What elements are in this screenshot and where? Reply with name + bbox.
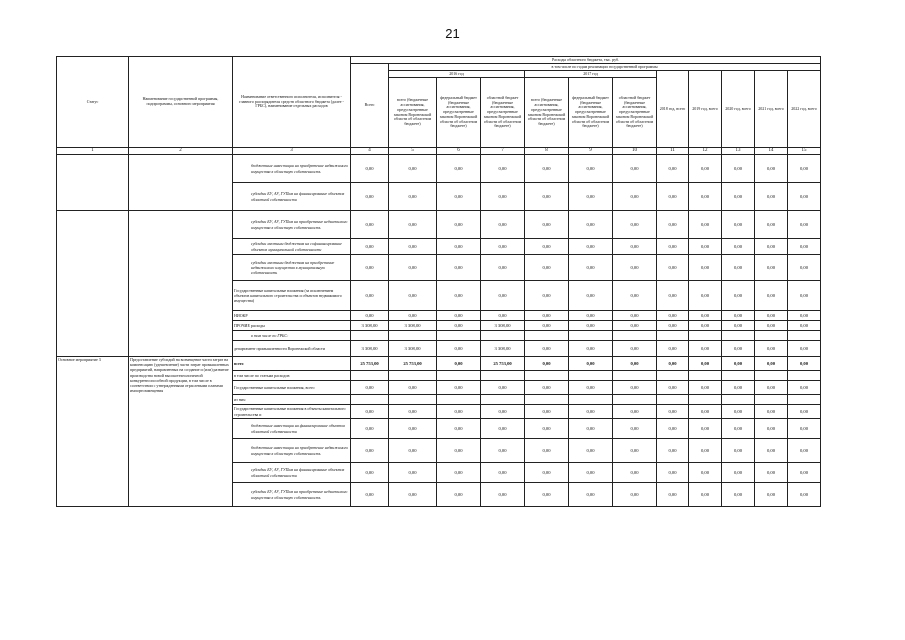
value-cell: 0,00 xyxy=(613,239,657,255)
value-cell: 0,00 xyxy=(569,439,613,463)
value-cell xyxy=(481,395,525,405)
value-cell xyxy=(389,371,437,381)
col-num: 12 xyxy=(689,148,722,155)
value-cell: 0,00 xyxy=(722,463,755,483)
value-cell: 0,00 xyxy=(525,281,569,311)
value-cell: 0,00 xyxy=(722,357,755,371)
header-2019: 2019 год, всего xyxy=(689,71,722,148)
expense-label-cell: субсидии БУ, АУ, ГУПам на приобретение недвижимого имущества в областную собственность xyxy=(233,211,351,239)
value-cell xyxy=(788,371,821,381)
expense-label-cell: ПРОЧИЕ расходы xyxy=(233,321,351,331)
value-cell: 0,00 xyxy=(722,255,755,281)
value-cell: 0,00 xyxy=(569,255,613,281)
value-cell: 0,00 xyxy=(689,321,722,331)
value-cell: 0,00 xyxy=(788,239,821,255)
value-cell: 0,00 xyxy=(755,239,788,255)
value-cell: 0,00 xyxy=(788,183,821,211)
value-cell: 0,00 xyxy=(755,183,788,211)
value-cell: 0,00 xyxy=(569,341,613,357)
value-cell: 0,00 xyxy=(755,155,788,183)
col-num: 2 xyxy=(129,148,233,155)
value-cell: 0,00 xyxy=(525,463,569,483)
col-num: 11 xyxy=(657,148,689,155)
value-cell: 0,00 xyxy=(788,281,821,311)
value-cell: 0,00 xyxy=(525,357,569,371)
value-cell: 0,00 xyxy=(722,419,755,439)
col-num: 3 xyxy=(233,148,351,155)
value-cell xyxy=(788,331,821,341)
header-2022: 2022 год, всего xyxy=(788,71,821,148)
value-cell: 0,00 xyxy=(569,321,613,331)
value-cell: 0,00 xyxy=(657,357,689,371)
value-cell: 3 308,00 xyxy=(481,321,525,331)
value-cell xyxy=(657,331,689,341)
value-cell: 0,00 xyxy=(657,405,689,419)
value-cell: 0,00 xyxy=(755,419,788,439)
value-cell xyxy=(437,371,481,381)
value-cell: 0,00 xyxy=(437,483,481,507)
value-cell: 0,00 xyxy=(525,239,569,255)
value-cell: 0,00 xyxy=(437,255,481,281)
value-cell xyxy=(722,371,755,381)
header-2021: 2021 год, всего xyxy=(755,71,788,148)
value-cell: 0,00 xyxy=(788,211,821,239)
value-cell: 0,00 xyxy=(722,183,755,211)
header-2017-e: федеральный бюджет (бюджетные ассигнования, предусмотренные законом Воронежской области об областном бюджете) xyxy=(569,78,613,148)
value-cell: 0,00 xyxy=(389,463,437,483)
value-cell: 0,00 xyxy=(525,483,569,507)
header-2018: 2018 год, всего xyxy=(657,71,689,148)
value-cell: 0,00 xyxy=(351,239,389,255)
value-cell: 0,00 xyxy=(389,483,437,507)
value-cell: 0,00 xyxy=(755,281,788,311)
value-cell xyxy=(689,395,722,405)
value-cell: 0,00 xyxy=(689,255,722,281)
value-cell: 3 308,00 xyxy=(351,321,389,331)
value-cell xyxy=(351,331,389,341)
value-cell: 0,00 xyxy=(351,439,389,463)
header-by-years: в том числе по годам реализации государственной программы xyxy=(389,64,821,71)
value-cell xyxy=(755,331,788,341)
value-cell xyxy=(351,371,389,381)
value-cell: 0,00 xyxy=(525,211,569,239)
col-num: 8 xyxy=(525,148,569,155)
value-cell: 0,00 xyxy=(437,211,481,239)
value-cell xyxy=(437,331,481,341)
value-cell: 0,00 xyxy=(525,341,569,357)
value-cell xyxy=(657,395,689,405)
value-cell xyxy=(525,371,569,381)
value-cell: 0,00 xyxy=(689,419,722,439)
value-cell: 0,00 xyxy=(389,155,437,183)
value-cell: 0,00 xyxy=(389,381,437,395)
value-cell: 0,00 xyxy=(689,341,722,357)
status-cell xyxy=(57,211,129,357)
value-cell: 0,00 xyxy=(657,155,689,183)
header-program-name: Наименование государственной программы, подпрограммы, основного мероприятия xyxy=(129,57,233,148)
expense-label-cell: бюджетные инвестиции на приобретение недвижимого имущества в областную собственность xyxy=(233,439,351,463)
col-num: 14 xyxy=(755,148,788,155)
value-cell: 0,00 xyxy=(351,155,389,183)
header-2020: 2020 год, всего xyxy=(722,71,755,148)
column-number-row xyxy=(57,148,821,155)
value-cell: 0,00 xyxy=(437,463,481,483)
value-cell: 0,00 xyxy=(788,321,821,331)
value-cell: 0,00 xyxy=(389,439,437,463)
value-cell: 0,00 xyxy=(351,311,389,321)
value-cell: 0,00 xyxy=(722,439,755,463)
value-cell: 0,00 xyxy=(755,483,788,507)
col-num: 1 xyxy=(57,148,129,155)
col-num: 6 xyxy=(437,148,481,155)
value-cell: 0,00 xyxy=(481,211,525,239)
value-cell: 0,00 xyxy=(657,239,689,255)
expense-label-cell: в том числе по ГРБС: xyxy=(233,331,351,341)
value-cell: 3 308,00 xyxy=(351,341,389,357)
value-cell: 0,00 xyxy=(437,405,481,419)
table-row xyxy=(57,211,821,239)
value-cell: 0,00 xyxy=(722,321,755,331)
value-cell: 0,00 xyxy=(437,183,481,211)
value-cell xyxy=(525,395,569,405)
value-cell xyxy=(481,331,525,341)
program-name-cell xyxy=(129,211,233,357)
value-cell: 0,00 xyxy=(613,483,657,507)
value-cell: 0,00 xyxy=(351,463,389,483)
expense-label-cell: департамент промышленности Воронежской области xyxy=(233,341,351,357)
value-cell: 0,00 xyxy=(525,311,569,321)
header-2017-d: всего (бюджетные ассигнования, предусмотренные законом Воронежской области об областном бюджете) xyxy=(525,78,569,148)
value-cell: 0,00 xyxy=(437,341,481,357)
value-cell: 0,00 xyxy=(481,483,525,507)
value-cell: 0,00 xyxy=(437,381,481,395)
value-cell: 0,00 xyxy=(788,483,821,507)
value-cell xyxy=(722,395,755,405)
value-cell: 0,00 xyxy=(689,183,722,211)
value-cell: 25 753,00 xyxy=(389,357,437,371)
value-cell: 0,00 xyxy=(788,463,821,483)
value-cell xyxy=(613,331,657,341)
value-cell: 0,00 xyxy=(569,155,613,183)
col-num: 7 xyxy=(481,148,525,155)
value-cell: 0,00 xyxy=(437,419,481,439)
value-cell: 0,00 xyxy=(689,439,722,463)
value-cell: 0,00 xyxy=(437,311,481,321)
value-cell xyxy=(722,331,755,341)
value-cell xyxy=(569,331,613,341)
value-cell: 0,00 xyxy=(689,357,722,371)
value-cell: 0,00 xyxy=(788,357,821,371)
expense-label-cell: Государственные капитальные вложения (за исключением объектов капитального строительства и объектов недвижимого имущества) xyxy=(233,281,351,311)
col-num: 4 xyxy=(351,148,389,155)
value-cell: 0,00 xyxy=(755,357,788,371)
value-cell: 0,00 xyxy=(389,255,437,281)
value-cell: 0,00 xyxy=(525,321,569,331)
value-cell: 0,00 xyxy=(788,419,821,439)
value-cell: 0,00 xyxy=(657,419,689,439)
value-cell: 0,00 xyxy=(657,255,689,281)
value-cell: 0,00 xyxy=(481,183,525,211)
value-cell: 0,00 xyxy=(569,311,613,321)
value-cell: 0,00 xyxy=(389,239,437,255)
header-2016-a: всего (бюджетные ассигнования, предусмотренные законом Воронежской области об областном бюджете) xyxy=(389,78,437,148)
value-cell: 0,00 xyxy=(689,281,722,311)
expense-label-cell: субсидии БУ, АУ, ГУПам на финансирование объектов областной собственности xyxy=(233,183,351,211)
expense-label-cell: НИОКР xyxy=(233,311,351,321)
value-cell: 0,00 xyxy=(481,155,525,183)
value-cell: 0,00 xyxy=(351,183,389,211)
value-cell: 0,00 xyxy=(613,281,657,311)
value-cell: 0,00 xyxy=(613,439,657,463)
expense-label-cell: субсидии местным бюджетам на приобретение недвижимого имущества в муниципальную собственность xyxy=(233,255,351,281)
col-num: 13 xyxy=(722,148,755,155)
header-2016: 2016 год xyxy=(389,71,525,78)
value-cell: 0,00 xyxy=(613,321,657,331)
value-cell: 0,00 xyxy=(525,381,569,395)
value-cell: 0,00 xyxy=(351,211,389,239)
value-cell: 0,00 xyxy=(389,281,437,311)
col-num: 9 xyxy=(569,148,613,155)
value-cell: 0,00 xyxy=(569,281,613,311)
value-cell: 3 308,00 xyxy=(389,321,437,331)
budget-table xyxy=(56,56,821,507)
value-cell: 0,00 xyxy=(689,155,722,183)
table-row xyxy=(57,155,821,183)
value-cell: 0,00 xyxy=(389,211,437,239)
value-cell: 0,00 xyxy=(613,381,657,395)
program-name-cell xyxy=(129,155,233,211)
value-cell: 0,00 xyxy=(755,405,788,419)
value-cell: 0,00 xyxy=(569,183,613,211)
value-cell: 0,00 xyxy=(788,341,821,357)
value-cell: 25 753,00 xyxy=(351,357,389,371)
value-cell: 0,00 xyxy=(351,255,389,281)
value-cell: 0,00 xyxy=(657,311,689,321)
value-cell: 0,00 xyxy=(525,405,569,419)
value-cell: 0,00 xyxy=(657,281,689,311)
value-cell: 0,00 xyxy=(613,311,657,321)
value-cell: 0,00 xyxy=(722,239,755,255)
value-cell: 0,00 xyxy=(481,239,525,255)
value-cell xyxy=(788,395,821,405)
status-cell xyxy=(57,155,129,211)
value-cell: 0,00 xyxy=(657,381,689,395)
value-cell xyxy=(613,395,657,405)
value-cell: 0,00 xyxy=(613,211,657,239)
header-2017: 2017 год xyxy=(525,71,657,78)
table-row xyxy=(57,357,821,371)
table-header xyxy=(57,57,821,155)
value-cell: 0,00 xyxy=(755,211,788,239)
value-cell: 0,00 xyxy=(569,357,613,371)
col-num: 10 xyxy=(613,148,657,155)
value-cell: 0,00 xyxy=(657,341,689,357)
value-cell: 0,00 xyxy=(657,321,689,331)
value-cell: 0,00 xyxy=(755,439,788,463)
value-cell: 0,00 xyxy=(525,419,569,439)
value-cell: 0,00 xyxy=(437,281,481,311)
status-cell: Основное мероприятие 3 xyxy=(57,357,129,507)
value-cell: 0,00 xyxy=(613,255,657,281)
value-cell: 0,00 xyxy=(351,281,389,311)
value-cell: 0,00 xyxy=(351,381,389,395)
value-cell: 0,00 xyxy=(481,281,525,311)
value-cell: 0,00 xyxy=(437,239,481,255)
value-cell: 0,00 xyxy=(722,405,755,419)
value-cell: 0,00 xyxy=(722,341,755,357)
value-cell: 0,00 xyxy=(389,183,437,211)
value-cell: 0,00 xyxy=(569,419,613,439)
program-name-cell: Предоставление субсидий на возмещение части затрат на компенсацию (удешевление) части затрат промышленных предприятий, направленных на создание и (или) развитие производства новой высокотехнологичной конкурентоспособной продукции, в том числе в соответствии с утвержденными отраслевыми планами импортозамещения xyxy=(129,357,233,507)
value-cell: 0,00 xyxy=(481,311,525,321)
header-2016-c: областной бюджет (бюджетные ассигнования, предусмотренные законом Воронежской области об областном бюджете) xyxy=(481,78,525,148)
expense-label-cell: Государственные капитальные вложения, всего xyxy=(233,381,351,395)
value-cell: 0,00 xyxy=(613,419,657,439)
value-cell: 0,00 xyxy=(569,211,613,239)
value-cell: 0,00 xyxy=(569,405,613,419)
value-cell xyxy=(389,331,437,341)
value-cell: 0,00 xyxy=(689,463,722,483)
value-cell xyxy=(569,371,613,381)
value-cell: 0,00 xyxy=(613,183,657,211)
value-cell xyxy=(657,371,689,381)
value-cell: 0,00 xyxy=(525,183,569,211)
value-cell: 0,00 xyxy=(351,419,389,439)
value-cell: 0,00 xyxy=(657,463,689,483)
value-cell: 3 308,00 xyxy=(389,341,437,357)
expense-label-cell: субсидии БУ, АУ, ГУПам на финансирование объектов областной собственности xyxy=(233,463,351,483)
value-cell: 0,00 xyxy=(755,381,788,395)
value-cell: 0,00 xyxy=(755,463,788,483)
value-cell: 0,00 xyxy=(722,281,755,311)
value-cell: 0,00 xyxy=(722,311,755,321)
value-cell xyxy=(437,395,481,405)
value-cell: 0,00 xyxy=(788,405,821,419)
value-cell: 25 753,00 xyxy=(481,357,525,371)
value-cell: 0,00 xyxy=(722,381,755,395)
value-cell: 0,00 xyxy=(689,211,722,239)
value-cell: 0,00 xyxy=(613,155,657,183)
expense-label-cell: из них: xyxy=(233,395,351,405)
header-status: Статус xyxy=(57,57,129,148)
value-cell: 0,00 xyxy=(755,255,788,281)
value-cell: 0,00 xyxy=(525,439,569,463)
value-cell: 0,00 xyxy=(722,483,755,507)
value-cell xyxy=(755,395,788,405)
value-cell xyxy=(569,395,613,405)
value-cell: 0,00 xyxy=(569,483,613,507)
value-cell xyxy=(689,331,722,341)
col-num: 5 xyxy=(389,148,437,155)
header-total: Всего xyxy=(351,64,389,148)
value-cell: 0,00 xyxy=(569,381,613,395)
value-cell xyxy=(613,371,657,381)
value-cell: 0,00 xyxy=(437,357,481,371)
value-cell: 0,00 xyxy=(525,255,569,281)
value-cell: 0,00 xyxy=(437,439,481,463)
value-cell: 0,00 xyxy=(657,483,689,507)
value-cell: 0,00 xyxy=(525,155,569,183)
value-cell: 0,00 xyxy=(657,183,689,211)
header-executor: Наименование ответственного исполнителя, исполнителя - главного распорядителя средств областного бюджета (далее - ГРБС), наименование отдельных расходов xyxy=(233,57,351,148)
value-cell xyxy=(389,395,437,405)
value-cell: 0,00 xyxy=(351,483,389,507)
table-body xyxy=(57,155,821,507)
value-cell: 0,00 xyxy=(788,439,821,463)
value-cell: 0,00 xyxy=(788,381,821,395)
value-cell: 0,00 xyxy=(788,255,821,281)
value-cell: 0,00 xyxy=(569,239,613,255)
expense-label-cell: Государственные капитальные вложения в объекты капитального строительства и xyxy=(233,405,351,419)
value-cell: 0,00 xyxy=(613,341,657,357)
value-cell: 0,00 xyxy=(351,405,389,419)
value-cell: 0,00 xyxy=(755,311,788,321)
value-cell: 0,00 xyxy=(689,381,722,395)
page-number: 21 xyxy=(445,26,460,41)
value-cell: 0,00 xyxy=(389,405,437,419)
value-cell: 0,00 xyxy=(481,439,525,463)
value-cell: 0,00 xyxy=(689,483,722,507)
expense-label-cell: субсидии БУ, АУ, ГУПам на приобретение недвижимого имущества в областную собственность xyxy=(233,483,351,507)
value-cell: 0,00 xyxy=(437,155,481,183)
header-2017-f: областной бюджет (бюджетные ассигнования, предусмотренные законом Воронежской области об областном бюджете) xyxy=(613,78,657,148)
value-cell: 3 308,00 xyxy=(481,341,525,357)
value-cell: 0,00 xyxy=(389,311,437,321)
value-cell: 0,00 xyxy=(788,155,821,183)
value-cell: 0,00 xyxy=(389,419,437,439)
value-cell xyxy=(481,371,525,381)
value-cell: 0,00 xyxy=(755,341,788,357)
header-2016-b: федеральный бюджет (бюджетные ассигнования, предусмотренные законом Воронежской области об областном бюджете) xyxy=(437,78,481,148)
value-cell: 0,00 xyxy=(689,405,722,419)
value-cell xyxy=(689,371,722,381)
value-cell: 0,00 xyxy=(481,405,525,419)
value-cell xyxy=(755,371,788,381)
value-cell xyxy=(351,395,389,405)
expense-label-cell: бюджетные инвестиции на приобретение недвижимого имущества в областную собственность xyxy=(233,155,351,183)
value-cell: 0,00 xyxy=(689,311,722,321)
value-cell: 0,00 xyxy=(481,463,525,483)
value-cell: 0,00 xyxy=(722,211,755,239)
value-cell: 0,00 xyxy=(613,357,657,371)
value-cell: 0,00 xyxy=(569,463,613,483)
value-cell: 0,00 xyxy=(481,255,525,281)
header-expenses: Расходы областного бюджета, тыс. руб. xyxy=(351,57,821,64)
expense-label-cell: в том числе по статьям расходов: xyxy=(233,371,351,381)
value-cell: 0,00 xyxy=(613,463,657,483)
expense-label-cell: всего xyxy=(233,357,351,371)
value-cell: 0,00 xyxy=(481,381,525,395)
value-cell: 0,00 xyxy=(722,155,755,183)
value-cell: 0,00 xyxy=(788,311,821,321)
value-cell: 0,00 xyxy=(755,321,788,331)
expense-label-cell: субсидии местным бюджетам на софинансирование объектов муниципальной собственности xyxy=(233,239,351,255)
col-num: 15 xyxy=(788,148,821,155)
value-cell: 0,00 xyxy=(481,419,525,439)
value-cell: 0,00 xyxy=(657,211,689,239)
value-cell: 0,00 xyxy=(437,321,481,331)
value-cell: 0,00 xyxy=(613,405,657,419)
value-cell: 0,00 xyxy=(689,239,722,255)
value-cell xyxy=(525,331,569,341)
expense-label-cell: бюджетные инвестиции на финансирование объектов областной собственности xyxy=(233,419,351,439)
value-cell: 0,00 xyxy=(657,439,689,463)
